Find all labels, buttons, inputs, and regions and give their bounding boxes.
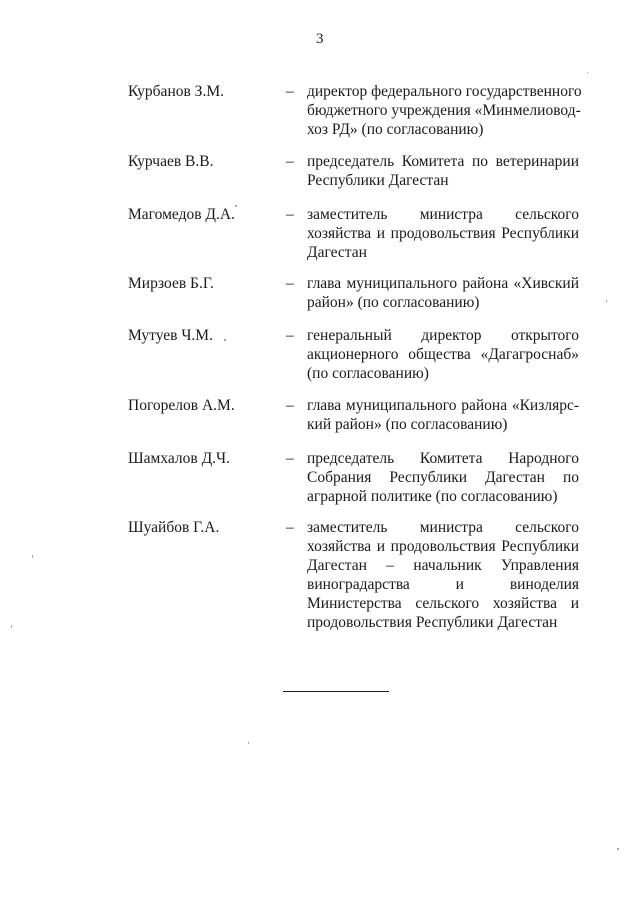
position-line: Министерства сельского хозяйства и — [307, 595, 579, 612]
person-name: Шамхалов Д.Ч. — [128, 450, 230, 467]
person-name: Мирзоев Б.Г. — [128, 275, 214, 292]
separator-dash: – — [286, 397, 294, 414]
position-line: генеральный директор открытого — [307, 327, 579, 344]
separator-dash: – — [286, 153, 294, 170]
scan-speck — [11, 625, 12, 628]
position-line: глава муниципального района «Хивский — [307, 275, 579, 292]
position-line: хоз РД» (по согласованию) — [307, 121, 484, 138]
position-line: продовольствия Республики Дагестан — [307, 614, 558, 631]
separator-dash: – — [286, 83, 294, 100]
separator-dash: – — [286, 519, 294, 536]
person-position — [307, 152, 579, 190]
closing-divider — [283, 691, 389, 692]
person-position — [307, 82, 582, 139]
separator-dash: – — [286, 327, 294, 344]
position-line: заместитель министра сельского — [307, 206, 579, 223]
separator-dash: – — [286, 275, 294, 292]
position-line: кий район» (по согласованию) — [307, 416, 508, 433]
scan-speck — [224, 339, 226, 341]
position-line: хозяйства и продовольствия Республики — [307, 225, 579, 242]
person-position — [307, 449, 579, 506]
person-name: Курбанов З.М. — [128, 83, 224, 100]
page-number: 3 — [316, 31, 324, 47]
person-name: Курчаев В.В. — [128, 153, 214, 170]
position-line: директор федерального государственного — [307, 83, 582, 100]
position-line: аграрной политике (по согласованию) — [307, 488, 558, 505]
person-name: Магомедов Д.А. — [128, 206, 235, 223]
position-line: виноградарства и виноделия — [307, 576, 579, 593]
position-line: район» (по согласованию) — [307, 294, 480, 311]
separator-dash: – — [286, 450, 294, 467]
scan-speck — [617, 848, 619, 850]
person-position — [307, 205, 579, 262]
scan-speck — [32, 555, 33, 558]
scan-speck — [587, 72, 588, 73]
scan-speck — [248, 742, 249, 744]
scan-speck — [606, 300, 607, 302]
person-name: Мутуев Ч.М. — [128, 327, 213, 344]
person-position — [307, 274, 579, 312]
position-line: председатель Комитета Народного — [307, 450, 579, 467]
person-position — [307, 396, 579, 434]
position-line: заместитель министра сельского — [307, 519, 579, 536]
position-line: хозяйства и продовольствия Республики — [307, 538, 579, 555]
position-line: председатель Комитета по ветеринарии — [307, 153, 579, 170]
position-line: бюджетного учреждения «Минмелиовод- — [307, 102, 581, 119]
position-line: Республики Дагестан — [307, 172, 449, 189]
person-name: Шуайбов Г.А. — [128, 519, 220, 536]
position-line: Дагестан — [307, 244, 367, 261]
position-line: акционерного общества «Дагагроснаб» — [307, 346, 579, 363]
position-line: Дагестан – начальник Управления — [307, 557, 579, 574]
position-line: (по согласованию) — [307, 365, 429, 382]
scan-speck — [235, 205, 237, 207]
person-position — [307, 326, 579, 383]
position-line: Собрания Республики Дагестан по — [307, 469, 579, 486]
separator-dash: – — [286, 206, 294, 223]
person-name: Погорелов А.М. — [128, 397, 235, 414]
position-line: глава муниципального района «Кизлярс- — [307, 397, 579, 414]
person-position — [307, 518, 579, 632]
